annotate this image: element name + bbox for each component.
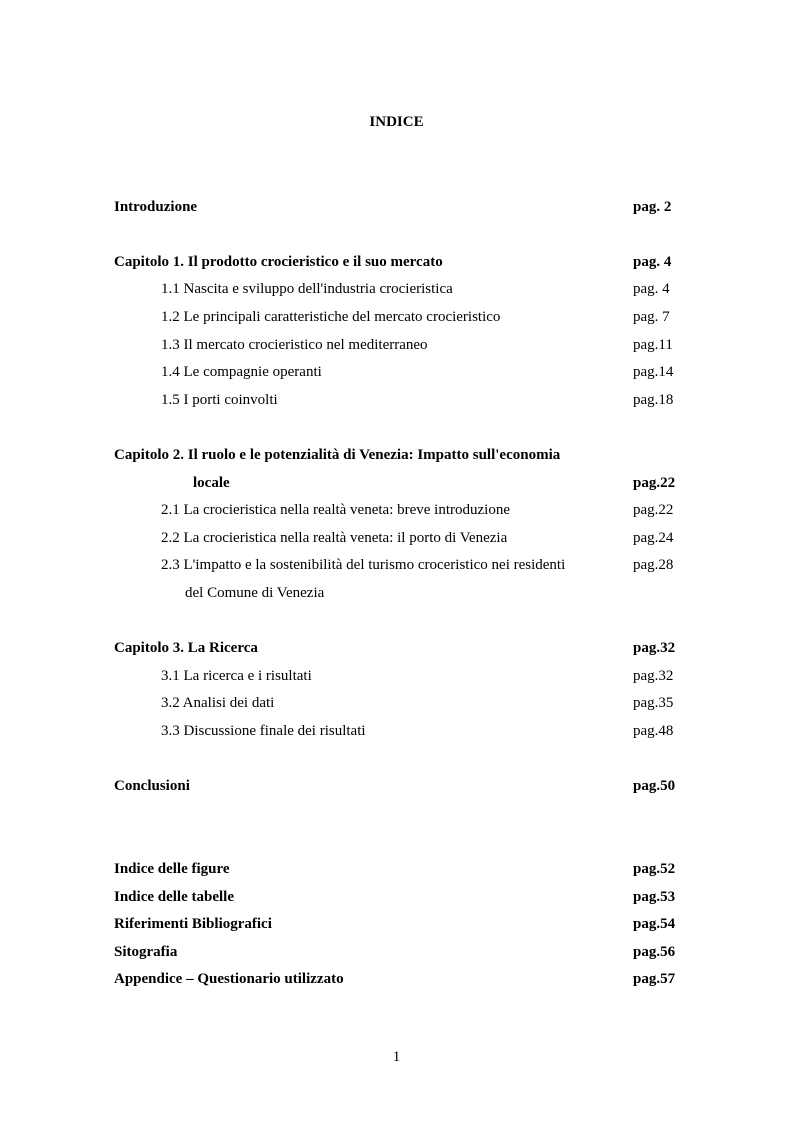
- toc-entry-chapter-2: [114, 445, 678, 465]
- toc-entry-label: 1.5 I porti coinvolti: [161, 392, 278, 408]
- toc-entry-label: 3.3 Discussione finale dei risultati: [161, 723, 366, 739]
- toc-entry-page: pag.56: [633, 944, 676, 960]
- toc-entry-page: pag.11: [633, 337, 673, 353]
- toc-entry-label: 3.2 Analisi dei dati: [161, 695, 275, 711]
- toc-entry-3-1: [114, 666, 678, 686]
- toc-entry-chapter-1: [114, 252, 678, 272]
- toc-entry-page: pag.32: [633, 668, 674, 684]
- toc-entry-page: pag.18: [633, 392, 674, 408]
- toc-entry-label: locale: [193, 475, 230, 491]
- toc-entry-label: Introduzione: [114, 199, 198, 215]
- toc-entry-label: Riferimenti Bibliografici: [114, 916, 272, 932]
- toc-entry-page: pag. 4: [633, 281, 670, 297]
- toc-entry-introduzione: [114, 197, 678, 217]
- toc-entry-label: Appendice – Questionario utilizzato: [114, 971, 344, 987]
- toc-entry-label: del Comune di Venezia: [185, 585, 325, 601]
- toc-entry-indice-figure: [114, 859, 678, 879]
- toc-entry-2-1: [114, 500, 678, 520]
- toc-entry-chapter-2-continued: [114, 473, 678, 493]
- toc-entry-2-2: [114, 528, 678, 548]
- toc-entry-page: pag.54: [633, 916, 676, 932]
- page-number: 1: [392, 1049, 401, 1065]
- toc-entry-page: pag.28: [633, 557, 674, 573]
- toc-entry-page: pag.32: [633, 640, 676, 656]
- toc-entry-page: pag.50: [633, 778, 676, 794]
- toc-entry-page: pag. 7: [633, 309, 670, 325]
- toc-entry-label: Capitolo 3. La Ricerca: [114, 640, 258, 656]
- page-title: INDICE: [369, 114, 424, 130]
- toc-entry-label: 2.3 L'impatto e la sostenibilità del turismo croceristico nei residenti: [161, 557, 566, 573]
- toc-entry-label: 1.1 Nascita e sviluppo dell'industria crocieristica: [161, 281, 453, 297]
- toc-entry-3-2: [114, 693, 678, 713]
- toc-entry-3-3: [114, 721, 678, 741]
- toc-entry-page: pag. 4: [633, 254, 672, 270]
- toc-entry-label: 1.3 Il mercato crocieristico nel mediterraneo: [161, 337, 428, 353]
- toc-entry-conclusioni: [114, 776, 678, 796]
- toc-entry-label: 2.2 La crocieristica nella realtà veneta: il porto di Venezia: [161, 530, 508, 546]
- toc-entry-label: Indice delle tabelle: [114, 889, 234, 905]
- toc-entry-label: Capitolo 1. Il prodotto crocieristico e il suo mercato: [114, 254, 443, 270]
- toc-entry-page: pag.57: [633, 971, 676, 987]
- toc-entry-label: 2.1 La crocieristica nella realtà veneta: breve introduzione: [161, 502, 510, 518]
- toc-entry-page: pag.53: [633, 889, 676, 905]
- toc-entry-label: Capitolo 2. Il ruolo e le potenzialità di Venezia: Impatto sull'economia: [114, 447, 561, 463]
- toc-entry-1-3: [114, 335, 678, 355]
- toc-entry-2-3: [114, 555, 678, 575]
- toc-entry-1-5: [114, 390, 678, 410]
- toc-entry-2-3-continued: [114, 583, 678, 603]
- toc-entry-page: pag.22: [633, 502, 674, 518]
- toc-entry-appendice: [114, 969, 678, 989]
- toc-entry-label: 1.2 Le principali caratteristiche del mercato crocieristico: [161, 309, 501, 325]
- toc-entry-indice-tabelle: [114, 887, 678, 907]
- toc-entry-page: pag.22: [633, 475, 676, 491]
- toc-entry-page: pag.24: [633, 530, 674, 546]
- toc-entry-page: pag.52: [633, 861, 676, 877]
- toc-entry-label: Indice delle figure: [114, 861, 230, 877]
- toc-entry-label: Conclusioni: [114, 778, 190, 794]
- toc-entry-label: 3.1 La ricerca e i risultati: [161, 668, 312, 684]
- toc-entry-chapter-3: [114, 638, 678, 658]
- toc-entry-1-1: [114, 279, 678, 299]
- toc-entry-page: pag.35: [633, 695, 674, 711]
- toc-entry-label: 1.4 Le compagnie operanti: [161, 364, 322, 380]
- toc-entry-riferimenti: [114, 914, 678, 934]
- toc-entry-page: pag.48: [633, 723, 674, 739]
- toc-entry-page: pag. 2: [633, 199, 672, 215]
- toc-entry-1-4: [114, 362, 678, 382]
- toc-entry-label: Sitografia: [114, 944, 178, 960]
- toc-entry-sitografia: [114, 942, 678, 962]
- toc-entry-1-2: [114, 307, 678, 327]
- toc-entry-page: pag.14: [633, 364, 674, 380]
